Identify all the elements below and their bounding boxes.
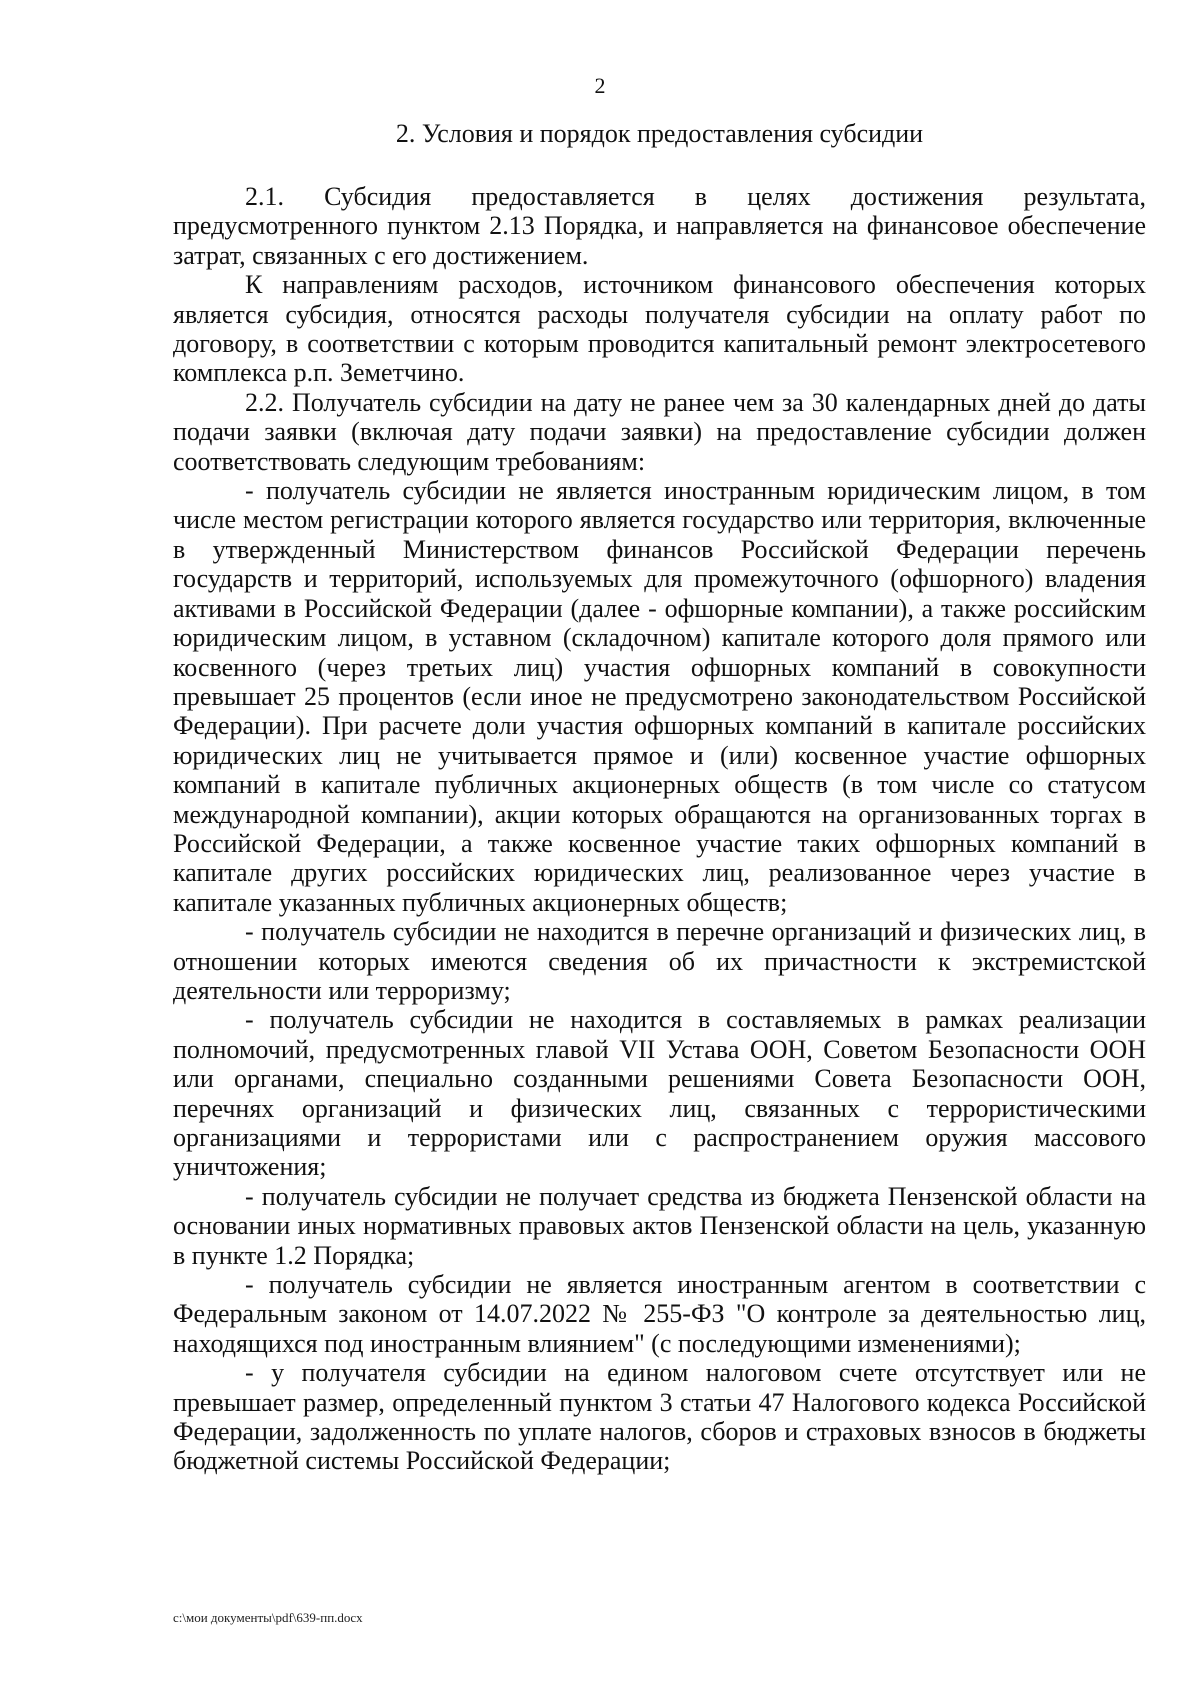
page-number: 2 <box>594 73 606 98</box>
footer-file-path: c:\мои документы\pdf\639-пп.docx <box>173 1610 363 1625</box>
requirement-not-foreign-entity: - получатель субсидии не является иностранным юридическим лицом, в том числе местом регистрации которого является государство или территория, включенные в утвержденный Министерством финансов Российской Федерации перечень государств и территорий, используемых для промежуточного (офшорного) владения активами в Российской Федерации (далее - офшорные компании), а также российским юридическим лицом, в уставном (складочном) капитале которого доля прямого или косвенного (через третьих лиц) участия офшорных компаний в совокупности превышает 25 процентов (если иное не предусмотрено законодательством Российской Федерации). При расчете доли участия офшорных компаний в капитале российских юридических лиц не учитывается прямое и (или) косвенное участие офшорных компаний в капитале публичных акционерных обществ (в том числе со статусом международной компании), акции которых обращаются на организованных торгах в Российской Федерации, а также косвенное участие таких офшорных компаний в капитале других российских юридических лиц, реализованное через участие в капитале указанных публичных акционерных обществ; <box>173 476 1146 917</box>
requirement-not-extremist-list: - получатель субсидии не находится в перечне организаций и физических лиц, в отношении которых имеются сведения об их причастности к экстремистской деятельности или терроризму; <box>173 917 1146 1005</box>
requirement-not-foreign-agent: - получатель субсидии не является иностранным агентом в соответствии с Федеральным законом от 14.07.2022 № 255-ФЗ "О контроле за деятельностью лиц, находящихся под иностранным влиянием" (с последующими изменениями); <box>173 1270 1146 1358</box>
requirement-no-other-budget-funds: - получатель субсидии не получает средства из бюджета Пензенской области на основании иных нормативных правовых актов Пензенской области на цель, указанную в пункте 1.2 Порядка; <box>173 1181 1146 1270</box>
paragraph-2-1: 2.1. Субсидия предоставляется в целях достижения результата, предусмотренного пунктом 2.13 Порядка, и направляется на финансовое обеспечение затрат, связанных с его достижением. <box>173 182 1146 270</box>
document-body <box>173 182 1146 1476</box>
paragraph-expense-directions: К направлениям расходов, источником финансового обеспечения которых является субсидия, относятся расходы получателя субсидии на оплату работ по договору, в соответствии с которым проводится капитальный ремонт электросетевого комплекса р.п. Земетчино. <box>173 270 1146 388</box>
paragraph-2-2: 2.2. Получатель субсидии на дату не ранее чем за 30 календарных дней до даты подачи заявки (включая дату подачи заявки) на предоставление субсидии должен соответствовать следующим требованиям: <box>173 387 1146 476</box>
requirement-no-tax-debt: - у получателя субсидии на едином налоговом счете отсутствует или не превышает размер, определенный пунктом 3 статьи 47 Налогового кодекса Российской Федерации, задолженность по уплате налогов, сборов и страховых взносов в бюджеты бюджетной системы Российской Федерации; <box>173 1358 1146 1476</box>
section-title: 2. Условия и порядок предоставления субсидии <box>395 119 924 148</box>
requirement-not-un-list: - получатель субсидии не находится в составляемых в рамках реализации полномочий, предусмотренных главой VII Устава ООН, Советом Безопасности ООН или органами, специально созданными решениями Совета Безопасности ООН, перечнях организаций и физических лиц, связанных с террористическими организациями и террористами или с распространением оружия массового уничтожения; <box>173 1005 1146 1182</box>
